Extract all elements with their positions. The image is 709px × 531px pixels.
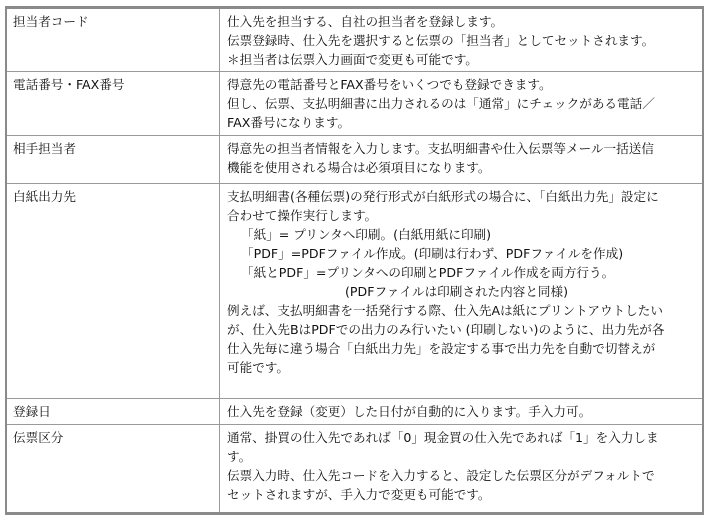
description-line: 伝票登録時、仕入先を選択すると伝票の「担当者」としてセットされます。 <box>227 33 655 48</box>
description-line: が、仕入先BはPDFでの出力のみ行いたい (印刷しない)のように、出力先が各 <box>227 322 665 337</box>
field-description <box>220 399 704 425</box>
description-line: 「紙とPDF」=プリンタへの印刷とPDFファイル作成を両方行う。 <box>241 265 615 280</box>
description-line: 仕入先を担当する、自社の担当者を登録します。 <box>227 14 504 29</box>
field-label: 白紙出力先 <box>6 184 220 399</box>
description-line: 但し、伝票、支払明細書に出力されるのは「通常」にチェックがある電話／ <box>227 96 655 111</box>
field-label: 相手担当者 <box>6 136 220 184</box>
field-description <box>220 184 704 399</box>
table-row <box>6 425 703 514</box>
description-line: 支払明細書(各種伝票)の発行形式が白紙形式の場合に、「白紙出力先」設定に <box>227 189 659 204</box>
description-line: セットされますが、手入力で変更も可能です。 <box>227 487 491 502</box>
field-description-table <box>5 6 704 515</box>
table-row <box>6 399 703 425</box>
table-row <box>6 72 703 136</box>
description-line: 仕入先を登録（変更）した日付が自動的に入ります。手入力可。 <box>227 404 592 419</box>
table-row <box>6 8 703 72</box>
field-description <box>220 136 704 184</box>
field-description <box>220 8 704 72</box>
field-label: 登録日 <box>6 399 220 425</box>
description-line: (PDFファイルは印刷された内容と同様) <box>345 284 569 299</box>
description-line: 機能を使用される場合は必須項目になります。 <box>227 160 491 175</box>
description-line: 伝票入力時、仕入先コードを入力すると、設定した伝票区分がデフォルトで <box>227 468 655 483</box>
description-line: す。 <box>227 449 252 464</box>
field-label: 担当者コード <box>6 8 220 72</box>
description-line: 仕入先毎に違う場合「白紙出力先」を設定する事で出力先を自動で切替えが <box>227 341 656 356</box>
description-line: 得意先の電話番号とFAX番号をいくつでも登録できます。 <box>227 77 552 92</box>
field-label: 電話番号・FAX番号 <box>6 72 220 136</box>
field-description <box>220 425 704 514</box>
description-line: 例えば、支払明細書を一括発行する際、仕入先Aは紙にプリントアウトしたい <box>227 303 663 318</box>
description-line: FAX番号になります。 <box>227 115 351 130</box>
field-description <box>220 72 704 136</box>
description-line: 得意先の担当者情報を入力します。支払明細書や仕入伝票等メール一括送信 <box>227 141 654 156</box>
description-line: 「PDF」=PDFファイル作成。(印刷は行わず、PDFファイルを作成) <box>241 246 624 261</box>
description-line: 可能です。 <box>227 360 289 375</box>
table-row <box>6 136 703 184</box>
description-line: 「紙」= プリンタへ印刷。(白紙用紙に印刷) <box>241 227 492 242</box>
table-row <box>6 184 703 399</box>
description-line: 合わせて操作実行します。 <box>227 208 378 223</box>
description-line: 通常、掛買の仕入先であれば「0」現金買の仕入先であれば「1」を入力しま <box>227 430 659 445</box>
field-label: 伝票区分 <box>6 425 220 514</box>
description-line: ＊担当者は伝票入力画面で変更も可能です。 <box>227 52 478 67</box>
